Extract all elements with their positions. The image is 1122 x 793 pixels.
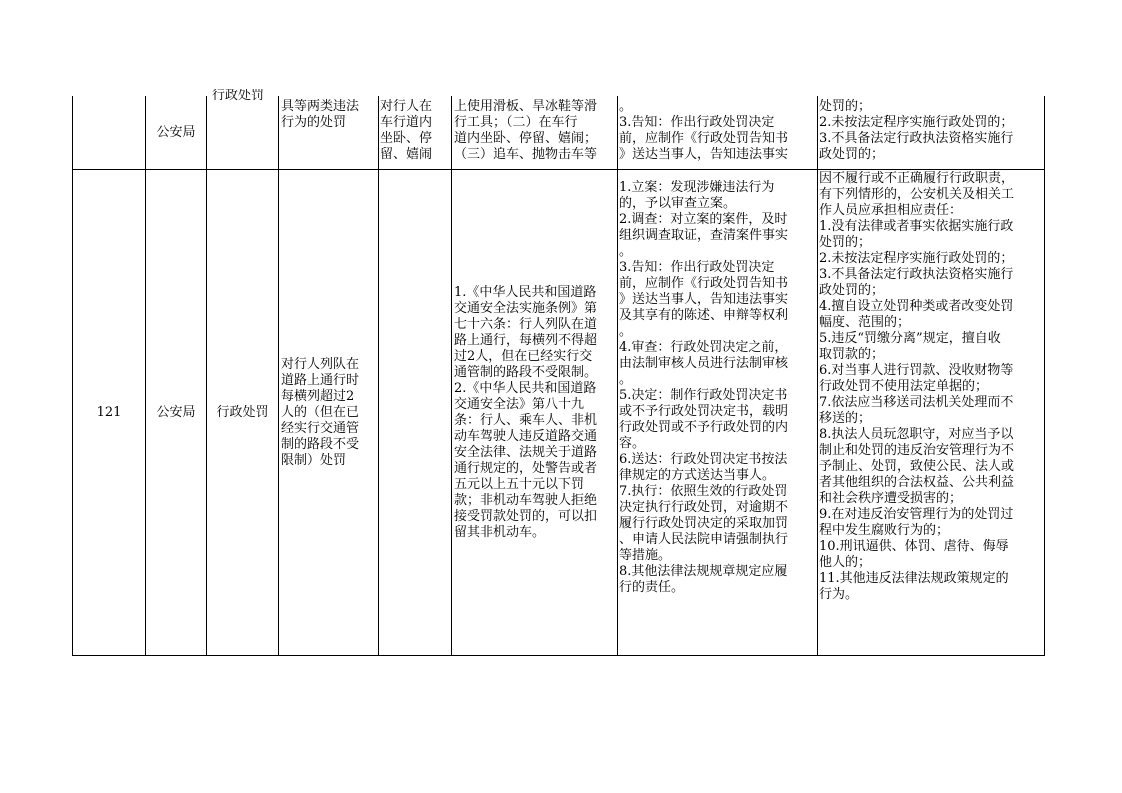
col-line [1044, 96, 1045, 656]
prev-item-type-partial: 行政处罚 [212, 89, 265, 103]
row-121-basis [454, 170, 616, 655]
row-121-basis-text: 1.《中华人民共和国道路 交通安全法实施条例》第 七十六条：行人列队在道 路上通行，每横列不得超 过2人，但在已经实行交 通管制的路段不受限制。 2.《中华人民共和国道路 交通安全法》第八十九 条：行人、乘车人、非机 动车驾驶人违反道路交通 安全法律、法规关于道路 通行规定的，处警告或者 五元以上五十元以下罚 款；非机动车驾驶人拒绝 接受罚款处罚的，可以扣 留其非机动车。 [454, 284, 598, 540]
row-121-item-name [281, 170, 377, 655]
row-121-procedure: 1.立案：发现涉嫌违法行为 的，予以审查立案。 2.调查：对立案的案件，及时 组织调查取证，查清案件事实 。 3.告知：作出行政处罚决定 前，应制作《行政处罚告知书 》送达当事人，告知违法事实 及其享有的陈述、申辩等权利 。 4.审查：行政处罚决定之前， 由法制审核人员进行法制审核 。 5.决定：制作行政处罚决定书 或不予行政处罚决定书，载明 行政处罚或不予行政处罚的内 容。 6.送达：行政处罚决定书按法 律规定的方式送达当事人。 7.执行：依照生效的行政处罚 决定执行行政处罚，对逾期不 履行行政处罚决定的采取加罚 、申请人民法院申请强制执行 等措施。 8.其他法律法规规章规定应履 行的责任。 [619, 180, 789, 595]
row-121-item-type: 行政处罚 [216, 404, 269, 420]
row-121-sub-item [380, 170, 450, 655]
prev-dept: 公安局 [156, 125, 196, 140]
row-line [72, 655, 1045, 656]
col-line [378, 96, 379, 656]
prev-sub-item: 对行人在 车行道内 坐卧、停 留、嬉闹 [380, 99, 433, 162]
row-121-liability: 因不履行或不正确履行行政职责， 有下列情形的，公安机关及相关工 作人员应承担相应责任： 1.没有法律或者事实依据实施行政 处罚的； 2.未按法定程序实施行政处罚的； 3.不具备法定行政执法资格实施行 政处罚的； 4.擅自设立处罚种类或者改变处罚 幅度、范围的； 5.违反“罚缴分离”规定，擅自收 取罚款的； 6.对当事人进行罚款、没收财物等 行政处罚不使用法定单据的； 7.依法应当移送司法机关处理而不 移送的； 8.执法人员玩忽职守，对应当予以 制止和处罚的违反治安管理行为不 予制止、处罚，致使公民、法人或 者其他组织的合法权益、公共利益 和社会秩序遭受损害的； 9.在对违反治安管理行为的处罚过 程中发生腐败行为的； 10.刑讯逼供、体罚、虐待、侮辱 他人的； 11.其他违反法律法规政策规定的 行为。 [819, 171, 1015, 602]
power-list-table [72, 89, 1045, 656]
col-line [278, 96, 279, 656]
col-line [617, 96, 618, 656]
row-121-seq: 121 [96, 404, 122, 420]
row-121-item-name-text: 对行人列队在 道路上通行时 每横列超过2 人的（但在已 经实行交通管 制的路段不受 限制）处罚 [281, 356, 360, 468]
prev-item-name: 具等两类违法 行为的处罚 [281, 99, 360, 130]
prev-liability: 处罚的； 2.未按法定程序实施行政处罚的； 3.不具备法定行政执法资格实施行 政处罚的； [819, 99, 1014, 162]
col-line [817, 96, 818, 656]
col-line [451, 96, 452, 656]
prev-procedure: 。 3.告知：作出行政处罚决定 前，应制作《行政处罚告知书 》送达当事人，告知违法事实 [619, 99, 789, 162]
prev-basis: 上使用滑板、旱冰鞋等滑 行工具；（二）在车行 道内坐卧、停留、嬉闹； （三）追车、抛物击车等 [454, 99, 598, 162]
row-121-dept: 公安局 [156, 404, 196, 420]
